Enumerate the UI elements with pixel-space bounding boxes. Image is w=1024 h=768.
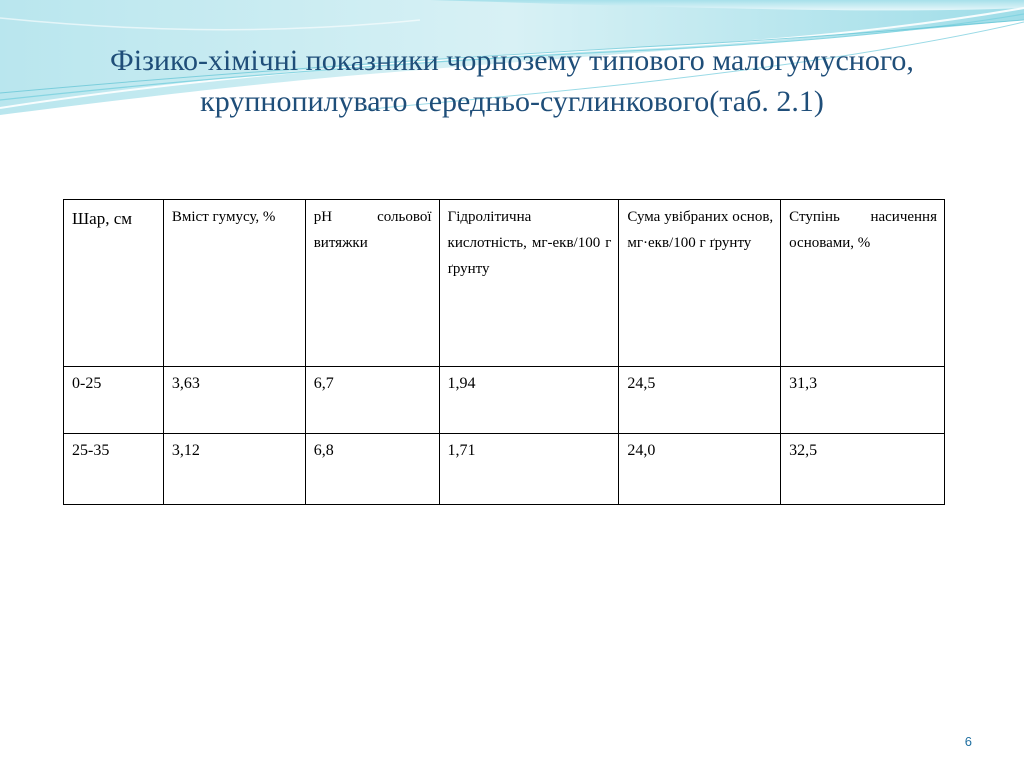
table-cell-text: 3,63 (171, 375, 200, 392)
table-cell (305, 367, 439, 434)
table-cell-text: 24,5 (627, 375, 656, 392)
table-header-cell (619, 200, 781, 367)
table-header-cell (781, 200, 945, 367)
table-cell (619, 367, 781, 434)
table-header-text: Ступінь насичення основами, % (789, 209, 937, 251)
table-cell-text: 1,71 (447, 442, 476, 459)
table-header-text: Гідролітична кислотність, мг-екв/100 г ґрунту (447, 209, 612, 277)
page-number: 6 (964, 734, 972, 749)
table-cell-text: 24,0 (627, 442, 656, 459)
table-header-cell (64, 200, 164, 367)
table-cell-text: 31,3 (789, 375, 818, 392)
table-header-text: Вміст гумусу, % (171, 209, 276, 225)
slide-title-line-1: Фізико-хімічні показники чорнозему типового малогумусного, (110, 44, 914, 77)
table-header-cell (163, 200, 305, 367)
table-cell-text: 6,7 (313, 375, 334, 392)
table-header-row (64, 200, 945, 367)
table-header-cell (305, 200, 439, 367)
table-cell (439, 367, 619, 434)
table-header-text: pH сольової витяжки (313, 209, 432, 251)
table-cell-text: 3,12 (171, 442, 200, 459)
table-header-text: Сума увібраних основ, мг·екв/100 г ґрунту (627, 209, 774, 251)
table-cell (64, 367, 164, 434)
table-row (64, 367, 945, 434)
slide-title (30, 40, 994, 122)
table-header-text: Шар, см (72, 209, 132, 228)
table-cell (64, 434, 164, 505)
table-cell-text: 0-25 (72, 375, 102, 392)
table-cell (781, 434, 945, 505)
table-cell-text: 6,8 (313, 442, 334, 459)
table-cell (781, 367, 945, 434)
table-cell (163, 367, 305, 434)
table-header-cell (439, 200, 619, 367)
slide-title-line-2: крупнопилувато середньо-суглинкового(таб. 2.1) (200, 85, 824, 118)
table-row (64, 434, 945, 505)
table-cell-text: 25-35 (72, 442, 110, 459)
table-cell-text: 32,5 (789, 442, 818, 459)
soil-properties-table (63, 199, 945, 505)
table-cell-text: 1,94 (447, 375, 476, 392)
table-cell (439, 434, 619, 505)
table-cell (305, 434, 439, 505)
table-cell (619, 434, 781, 505)
table-cell (163, 434, 305, 505)
